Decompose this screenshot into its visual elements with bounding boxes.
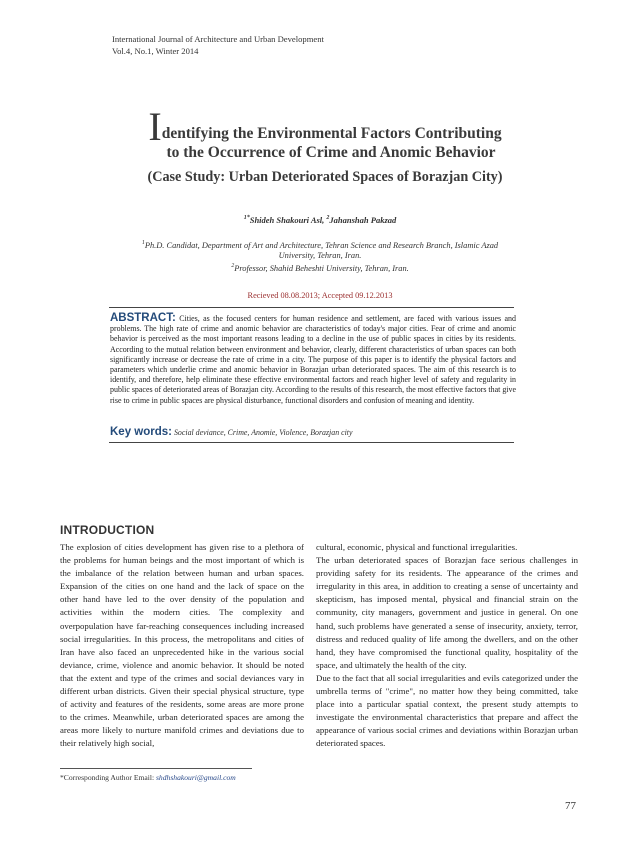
paper-title [105,104,545,188]
affiliation-1: Ph.D. Candidat, Department of Art and Architecture, Tehran Science and Research Branch, Islamic Azad [144,240,499,250]
intro-left-column [60,541,304,751]
aff1-superscript: 1 [141,240,145,246]
author-2: Jahanshah Pakzad [329,215,397,225]
author-1: Shideh Shakouri Asl, [249,215,327,225]
intro-paragraph-3: The urban deteriorated spaces of Borazjan face serious challenges in providing safety for its residents. The appearance of the crimes and irregularity in this area, in addition to creating a sense of uncertainty and skepticism, has imposed mental, physical and financial strain on the community, city managers, government and justice in general. On one hand, such problems have generated a sense of insecurity, anxiety, terror, distress and reduced quality of life among the dwellers, and on the other hand, they have compromised the functional quality, hospitality of the space, and ultimately the health of the city. [316,555,578,670]
abstract-top-rule [109,307,514,308]
aff2-superscript: 2 [231,262,235,269]
author-email-link[interactable]: shdhshakouri@gmail.com [155,773,236,782]
abstract-block [110,313,516,406]
page-number: 77 [565,800,576,812]
affiliation-2: Professor, Shahid Beheshti University, Tehran, Iran. [234,263,409,273]
title-line-3: (Case Study: Urban Deteriorated Spaces of Borazjan City) [147,169,503,185]
footnote-rule [60,768,252,769]
intro-paragraph-4: Due to the fact that all social irregularities and evils categorized under the umbrella terms of "crime", no matter how they being committed, take place into a particular spatial context, the present study attempts to investigate the environmental characteristics that prepare and affect the appearance of various social crimes and deviations within Borazjan urban deteriorated spaces. [316,672,578,749]
intro-paragraph-1: The explosion of cities development has given rise to a plethora of the problems for human beings and the most important of which is the imbalance of the relation between human and urban spaces. Expansion of the cities on one hand and the lack of space on the other hand have led to the over density of the population and activities within the modern cities. The complexity and overpopulation have far-reaching consequences including increased social irregularities. In this process, the metropolitans and cities of Iran have also faced an unprecedented hike in the various social deviance, crime, violence and anomic behavior. It should be noted that the extent and type of the crimes and social deviances vary in different urban districts. Given their special physical structure, type of activity and features of the residents, some areas are more prone to the crimes. Meanwhile, urban deteriorated spaces are among the areas more likely to nurture manifold crimes and deviations due to their relatively high social, [60,542,304,749]
title-line-1: dentifying the Environmental Factors Contributing [161,125,502,142]
authors [110,215,530,225]
journal-header [112,33,324,57]
corresponding-author-footnote [60,773,236,782]
author2-superscript: 2 [326,215,330,222]
keywords-heading: Key words: [110,426,172,438]
author1-superscript: 1* [243,215,250,222]
volume-issue: Vol.4, No.1, Winter 2014 [112,46,199,56]
intro-right-column [316,541,578,751]
received-accepted-dates: Recieved 08.08.2013; Accepted 09.12.2013 [247,291,393,300]
title-line-2: to the Occurrence of Crime and Anomic Behavior [166,144,496,161]
abstract-text: Cities, as the focused centers for human residence and settlement, are faced with various issues and problems. The high rate of crime and anomic behavior are characteristics of today's major cities. Fear of crime and anomic behavior is perceived as the most important reasons leading to a decline in the use of public spaces in cities by its residents. According to the mutual relation between environment and behavior, clearly, different characteristics of urban spaces can both significantly increase or decrease the rate of crime in a city. The purpose of this paper is to identify the physical factors and parameters which underlie crime and anomic behavior in Borazjan urban deteriorated spaces. The aim of this research is to identify, and therefore, help eliminate these effective environmental factors and reach higher level of safety and regularity in public spaces of deteriorated areas of Borazjan city. According to the results of this research, the most effective factors that give rise to crime in public spaces are physical disturbance, functional disorders and confusion of meaning and identity. [110,314,516,405]
keywords-text: Social deviance, Crime, Anomie, Violence, Borazjan city [173,428,353,437]
affiliations [110,238,530,274]
abstract-heading: ABSTRACT: [110,312,176,324]
intro-paragraph-2: cultural, economic, physical and functional irregularities. [316,542,518,552]
keywords-bottom-rule [109,442,514,443]
title-drop-cap: I [148,104,162,149]
affiliation-1-cont: University, Tehran, Iran. [278,250,362,260]
keywords-block [110,426,516,438]
journal-name: International Journal of Architecture and Urban Development [112,34,324,44]
footnote-label: *Corresponding Author Email: [60,773,156,782]
introduction-heading: INTRODUCTION [60,523,155,537]
